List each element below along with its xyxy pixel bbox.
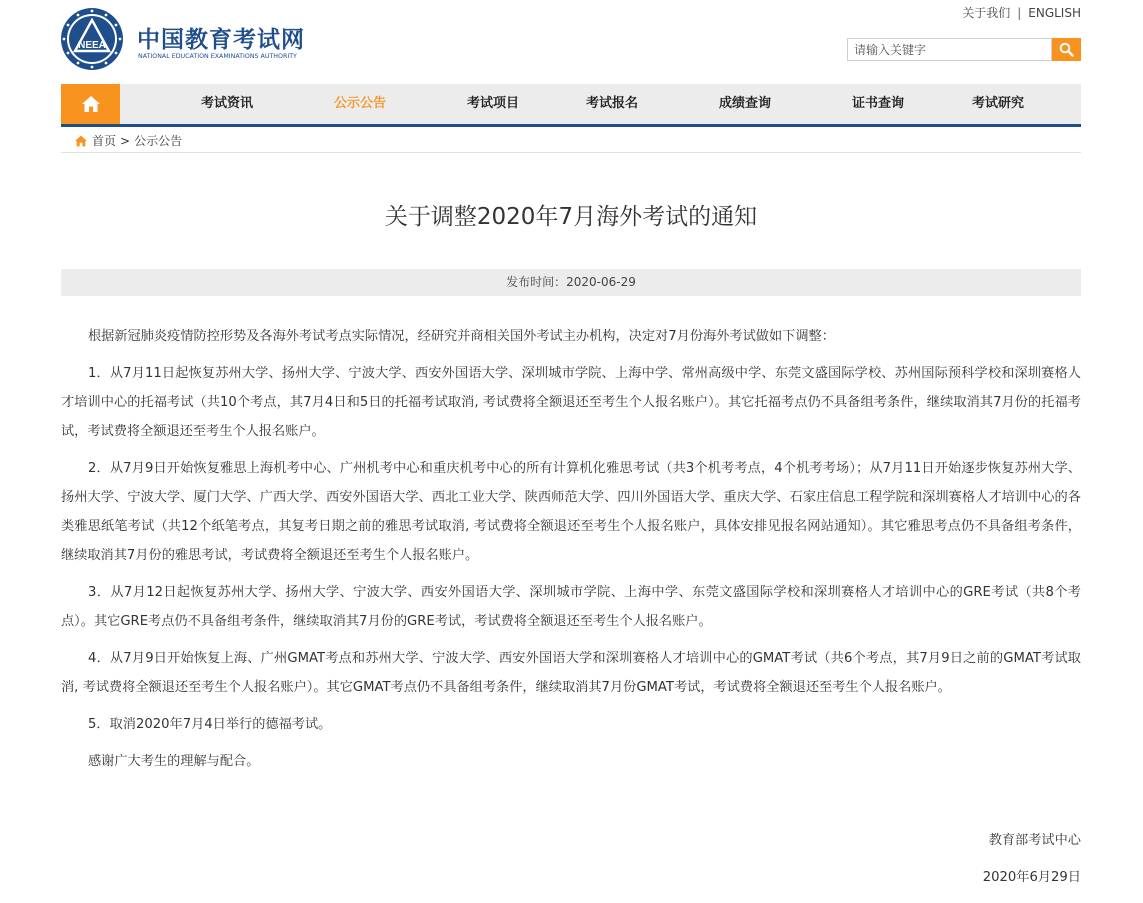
main-nav: [61, 84, 1081, 127]
nav-item-announcements[interactable]: 公示公告: [333, 96, 387, 111]
article-title: 关于调整2020年7月海外考试的通知: [384, 204, 758, 230]
search-bar: [847, 38, 1081, 61]
logo-subtitle: NATIONAL EDUCATION EXAMINATIONS AUTHORITY: [138, 53, 297, 60]
publish-date: 发布时间：2020-06-29: [61, 269, 1081, 296]
neea-emblem-icon: [60, 7, 124, 71]
article-paragraph: 1．从7月11日起恢复苏州大学、扬州大学、宁波大学、西安外国语大学、深圳城市学院、上海中学、常州高级中学、东莞文盛国际学校、苏州国际预科学校和深圳赛格人才培训中心的托福考试（共10个考点，其7月4日和5日的托福考试取消, 考试费将全额退还至考生个人报名账户）。其它托福考点仍不具备组考条件，继续取消其7月份的托福考试，考试费将全额退还至考生个人报名账户。: [61, 366, 1081, 439]
about-link[interactable]: 关于我们: [962, 6, 1011, 20]
nav-item-certificate-query[interactable]: 证书查询: [851, 96, 905, 111]
home-icon: [74, 135, 88, 147]
top-links-separator: |: [1017, 6, 1022, 20]
search-button[interactable]: [1052, 38, 1081, 61]
signature-org: 教育部考试中心: [988, 833, 1081, 848]
top-links: [962, 4, 1081, 21]
breadcrumb-home[interactable]: 首页: [92, 134, 117, 148]
article-paragraph: 4．从7月9日开始恢复上海、广州GMAT考点和苏州大学、宁波大学、西安外国语大学和深圳赛格人才培训中心的GMAT考试（共6个考点，其7月9日之前的GMAT考试取消, 考试费将全额退还至考生个人报名账户）。其它GMAT考点仍不具备组考条件，继续取消其7月份GMAT考试，考试费将全额退还至考生个人报名账户。: [61, 651, 1081, 695]
logo-title: 中国教育考试网: [137, 27, 305, 53]
nav-item-exam-projects[interactable]: 考试项目: [466, 96, 520, 111]
article-paragraph: 2．从7月9日开始恢复雅思上海机考中心、广州机考中心和重庆机考中心的所有计算机化雅思考试（共3个机考考点，4个机考考场）；从7月11日开始逐步恢复苏州大学、扬州大学、宁波大学、厦门大学、广西大学、西安外国语大学、西北工业大学、陕西师范大学、四川外国语大学、重庆大学、石家庄信息工程学院和深圳赛格人才培训中心的各类雅思纸笔考试（共12个纸笔考点，其复考日期之前的雅思考试取消, 考试费将全额退还至考生个人报名账户，具体安排见报名网站通知）。其它雅思考点仍不具备组考条件，继续取消其7月份的雅思考试，考试费将全额退还至考生个人报名账户。: [61, 461, 1081, 563]
breadcrumb-current[interactable]: 公示公告: [134, 134, 183, 148]
nav-item-registration[interactable]: 考试报名: [585, 96, 639, 111]
article-paragraph: 根据新冠肺炎疫情防控形势及各海外考试考点实际情况，经研究并商相关国外考试主办机构，决定对7月份海外考试做如下调整：: [88, 329, 835, 344]
emblem-text: NEEA: [78, 40, 106, 51]
site-logo[interactable]: [60, 7, 330, 71]
article-paragraph: 3．从7月12日起恢复苏州大学、扬州大学、宁波大学、西安外国语大学、深圳城市学院、上海中学、东莞文盛国际学校和深圳赛格人才培训中心的GRE考试（共8个考点）。其它GRE考点仍不具备组考条件，继续取消其7月份的GRE考试，考试费将全额退还至考生个人报名账户。: [61, 585, 1081, 629]
signature-date: 2020年6月29日: [982, 870, 1081, 885]
nav-item-exam-news[interactable]: 考试资讯: [200, 96, 254, 111]
breadcrumb-separator: >: [120, 133, 131, 148]
breadcrumb: [61, 127, 1081, 153]
nav-item-exam-research[interactable]: 考试研究: [971, 96, 1025, 111]
search-icon: [1059, 42, 1074, 57]
nav-item-score-query[interactable]: 成绩查询: [718, 96, 772, 111]
search-input[interactable]: [847, 38, 1052, 61]
english-link[interactable]: ENGLISH: [1028, 6, 1081, 20]
home-icon: [81, 95, 101, 113]
article-body: [61, 322, 1081, 784]
article-paragraph: 感谢广大考生的理解与配合。: [88, 754, 260, 769]
nav-home-button[interactable]: [61, 84, 120, 124]
article-paragraph: 5．取消2020年7月4日举行的德福考试。: [88, 717, 332, 732]
